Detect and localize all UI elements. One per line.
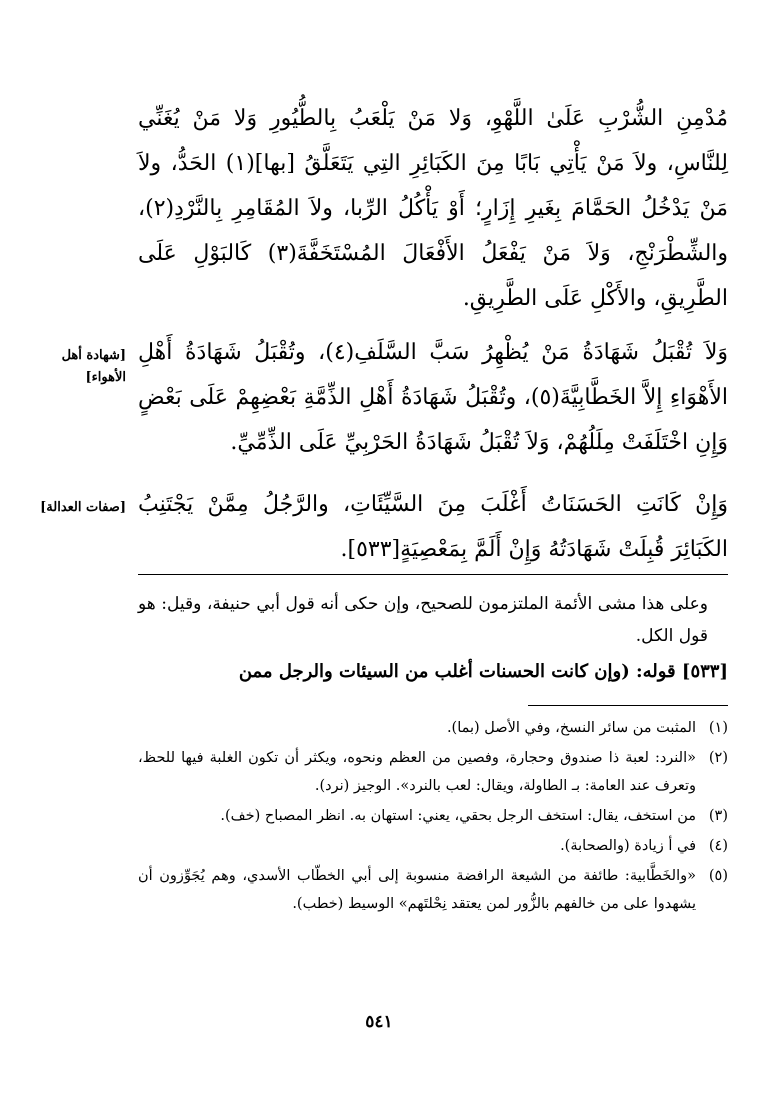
main-paragraph-3: وَإِنْ كَانَتِ الحَسَنَاتُ أَغْلَبَ مِنَ السَّيِّئَاتِ، والرَّجُلُ مِمَّنْ يَجْتَنِبُ الكَبَائِرَ قُبِلَتْ شَهَادَتُهُ وَإِنْ أَلَمَّ بِمَعْصِيَةٍ[٥٣٣]. xyxy=(138,492,728,562)
footnote-number: (٢) xyxy=(708,750,728,766)
main-paragraph-1: مُدْمِنِ الشُّرْبِ عَلَىٰ اللَّهْوِ، وَلا مَنْ يَلْعَبُ بِالطُّيُورِ وَلا مَنْ يُغَنِّي لِلنَّاسِ، ولاَ مَنْ يَأْتِي بَابًا مِنَ الكَبَائِرِ التِي يَتَعَلَّقُ [بها](١) الحَدُّ، ولاَ مَنْ يَدْخُلُ الحَمَّامَ بِغَيرِ إِزَارٍ؛ أَوْ يَأْكُلُ الرِّبا، ولاَ المُقَامِرِ بِالنَّرْدِ(٢)، والشِّطْرَنْجِ، وَلاَ مَنْ يَفْعَلُ الأَفْعَالَ المُسْتَخَفَّةَ(٣) كَالبَوْلِ عَلَى الطَّرِيقِ، والأَكْلِ عَلَى الطَّرِيقِ. xyxy=(138,106,729,311)
footnotes xyxy=(138,714,728,920)
footnote-number: (٥) xyxy=(708,868,728,884)
footnote-item xyxy=(138,714,728,742)
commentary-paragraph-2: [٥٣٣] قوله: (وإن كانت الحسنات أغلب من السيئات والرجل ممن xyxy=(238,661,728,682)
main-text-divider xyxy=(138,574,728,575)
footnote-item xyxy=(138,832,728,860)
footnote-text: «النرد: لعبة ذا صندوق وحجارة، وفصين من العظم ونحوه، ويكثر أن تكون الغلبة فيها للحظ، وتعرف عند العامة: بـ الطاولة، ويقال: لعب بالنرد». الوجيز (نرد). xyxy=(138,750,696,794)
footnote-number: (٣) xyxy=(708,808,728,824)
margin-note-attributes-of-probity: [صفات العدالة] xyxy=(40,500,126,515)
page-number: ٥٤١ xyxy=(365,1012,393,1032)
footnote-item xyxy=(138,862,728,918)
footnote-text: من استخف، يقال: استخف الرجل بحقي، يعني: استهان به. انظر المصباح (خف). xyxy=(220,808,696,824)
footnote-item xyxy=(138,802,728,830)
footnote-divider xyxy=(528,705,728,706)
footnote-text: «والخَطَّابية: طائفة من الشيعة الرافضة منسوبة إلى أبي الخطّاب الأسدي، وهم يُجَوِّزون أن يشهدوا على من خالفهم بالزُّور لمن يعتقد نِحْلتَهم» الوسيط (خطب). xyxy=(138,868,696,912)
margin-note-testimony-of-sectarians: [شهادة أهل الأهواء] xyxy=(61,348,126,385)
commentary-paragraph-1: وعلى هذا مشى الأئمة الملتزمون للصحيح، وإن حكى أنه قول أبي حنيفة، وقيل: هو قول الكل. xyxy=(138,594,708,646)
footnote-text: في أ زيادة (والصحابة). xyxy=(560,838,696,854)
footnote-number: (٤) xyxy=(708,838,728,854)
footnote-number: (١) xyxy=(708,720,728,736)
footnote-item xyxy=(138,744,728,800)
main-paragraph-2: وَلاَ تُقْبَلُ شَهَادَةُ مَنْ يُظْهِرُ سَبَّ السَّلَفِ(٤)، وتُقْبَلُ شَهَادَةُ أَهْلِ الأَهْوَاءِ إِلاَّ الخَطَّابِيَّةَ(٥)، وتُقْبَلُ شَهَادَةُ أَهْلِ الذِّمَّةِ بَعْضِهِمْ عَلَى بَعْضٍ وَإِنِ اخْتَلَفَتْ مِلَلُهُمْ، وَلاَ تُقْبَلُ شَهَادَةُ الحَرْبِيِّ عَلَى الذِّمِّيِّ. xyxy=(138,340,728,455)
footnote-text: المثبت من سائر النسخ، وفي الأصل (بما). xyxy=(446,720,696,736)
